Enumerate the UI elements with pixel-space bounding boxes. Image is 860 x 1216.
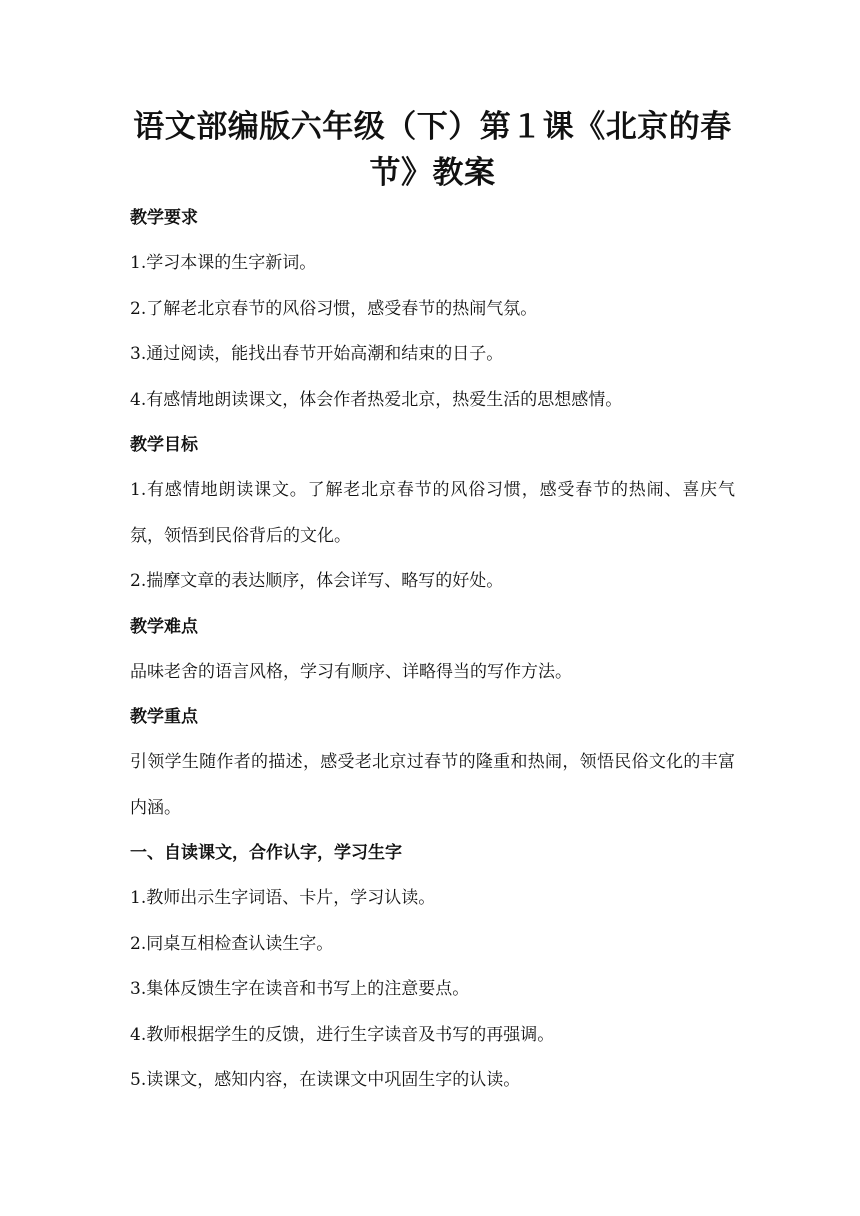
- document-title: 语文部编版六年级（下）第１课《北京的春节》教案: [133, 109, 732, 191]
- section-paragraph: 5.读课文，感知内容，在读课文中巩固生字的认读。: [130, 1070, 521, 1090]
- section-paragraph: 3.通过阅读，能找出春节开始高潮和结束的日子。: [130, 344, 504, 364]
- section-paragraph: 2.同桌互相检查认读生字。: [130, 933, 334, 954]
- section-heading: 教学难点: [130, 616, 198, 637]
- section-paragraph: 品味老舍的语言风格，学习有顺序、详略得当的写作方法。: [130, 661, 572, 682]
- section-paragraph: 4.教师根据学生的反馈，进行生字读音及书写的再强调。: [130, 1024, 555, 1045]
- section-paragraph: 2.了解老北京春节的风俗习惯，感受春节的热闹气氛。: [130, 298, 538, 319]
- section-paragraph: 2.揣摩文章的表达顺序，体会详写、略写的好处。: [130, 571, 504, 591]
- document-body: [130, 196, 735, 1104]
- section-paragraph: 4.有感情地朗读课文，体会作者热爱北京，热爱生活的思想感情。: [130, 389, 623, 410]
- section-heading: 教学重点: [130, 707, 198, 727]
- section-paragraph: 1.教师出示生字词语、卡片，学习认读。: [130, 888, 436, 908]
- section-paragraph: 引领学生随作者的描述，感受老北京过春节的隆重和热闹，领悟民俗文化的丰富内涵。: [130, 752, 735, 818]
- section-paragraph: 1.有感情地朗读课文。了解老北京春节的风俗习惯，感受春节的热闹、喜庆气氛，领悟到民俗背后的文化。: [130, 480, 735, 546]
- document-page: [130, 104, 735, 1104]
- section-paragraph: 1.学习本课的生字新词。: [130, 253, 317, 273]
- section-paragraph: 3.集体反馈生字在读音和书写上的注意要点。: [130, 979, 470, 999]
- section-heading: 教学目标: [130, 435, 198, 455]
- section-heading: 一、自读课文，合作认字，学习生字: [130, 843, 402, 863]
- section-heading: 教学要求: [130, 208, 198, 228]
